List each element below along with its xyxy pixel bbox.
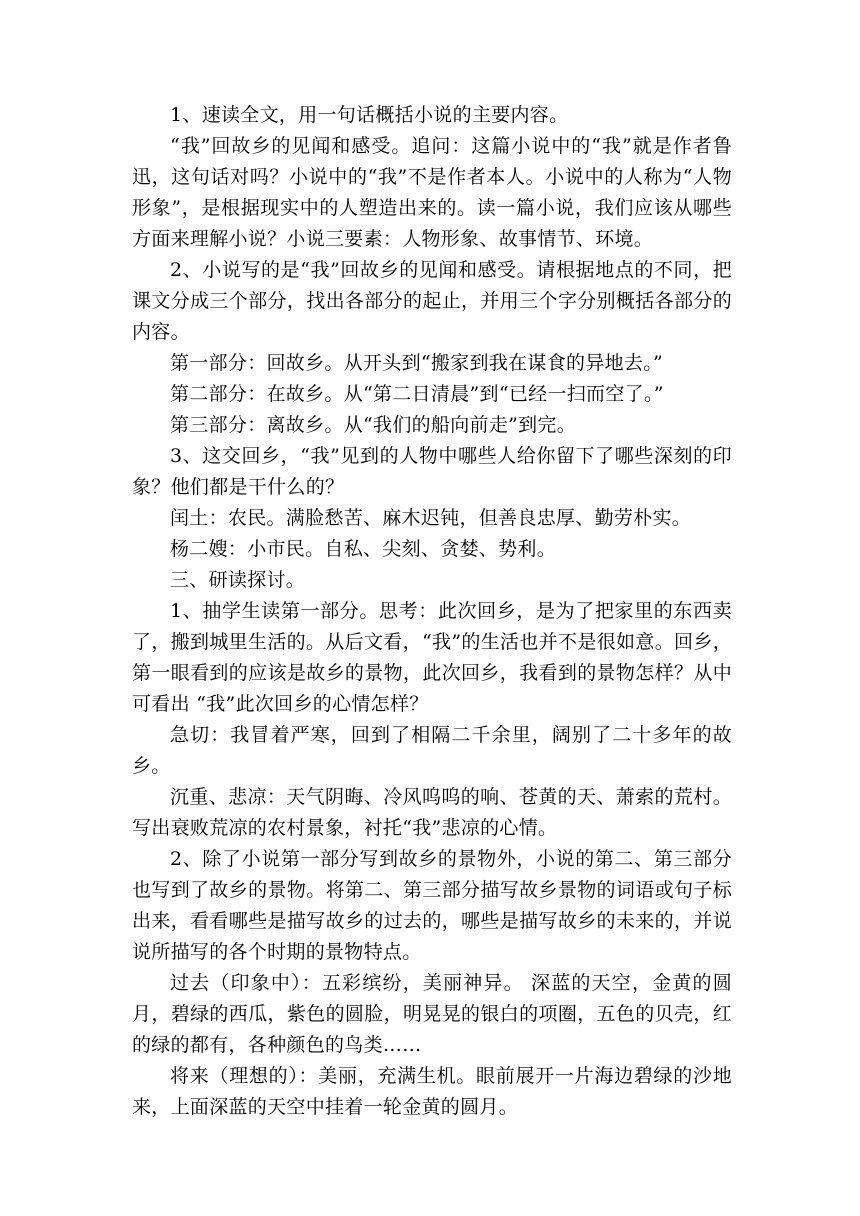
paragraph-answer-1: “我”回故乡的见闻和感受。追问：这篇小说中的“我”就是作者鲁迅，这句话对吗？小说中的“我”不是作者本人。小说中的人称为“人物形象”，是根据现实中的人塑造出来的。读一篇小说，我们应该从哪些方面来理解小说？小说三要素：人物形象、故事情节、环境。: [132, 135, 732, 250]
section-heading-3: 三、研读探讨。: [170, 569, 306, 591]
paragraph-yang-ersao: 杨二嫂：小市民。自私、尖刻、贪婪、势利。: [170, 538, 557, 560]
paragraph-eager: 急切：我冒着严寒，回到了相隔二千余里，阔别了二十多年的故乡。: [132, 724, 732, 777]
paragraph-question-1: 1、速读全文，用一句话概括小说的主要内容。: [170, 104, 569, 126]
paragraph-part-1: 第一部分：回故乡。从开头到“搬家到我在谋食的异地去。”: [170, 352, 664, 374]
paragraph-part-3: 第三部分：离故乡。从“我们的船向前走”到完。: [170, 414, 577, 436]
paragraph-question-3: 3、这交回乡，“我”见到的人物中哪些人给你留下了哪些深刻的印象？他们都是干什么的？: [132, 445, 732, 498]
paragraph-discussion-2: 2、除了小说第一部分写到故乡的景物外，小说的第二、第三部分也写到了故乡的景物。将第二、第三部分描写故乡景物的词语或句子标出来，看看哪些是描写故乡的过去的，哪些是描写故乡的未来的，并说说所描写的各个时期的景物特点。: [132, 848, 732, 963]
paragraph-future: 将来（理想的）：美丽，充满生机。眼前展开一片海边碧绿的沙地来，上面深蓝的天空中挂着一轮金黄的圆月。: [132, 1065, 732, 1118]
paragraph-somber: 沉重、悲凉：天气阴晦、冷风呜呜的响、苍黄的天、萧索的荒村。写出衰败荒凉的农村景象，衬托“我”悲凉的心情。: [132, 786, 732, 839]
paragraph-part-2: 第二部分：在故乡。从“第二日清晨”到“已经一扫而空了。”: [170, 383, 664, 405]
body-text: [132, 100, 732, 1123]
paragraph-discussion-1: 1、抽学生读第一部分。思考：此次回乡，是为了把家里的东西卖了，搬到城里生活的。从后文看，“我”的生活也并不是很如意。回乡，第一眼看到的应该是故乡的景物，此次回乡，我看到的景物怎样？从中可看出 “我”此次回乡的心情怎样？: [132, 600, 732, 715]
paragraph-past: 过去（印象中）：五彩缤纷，美丽神异。 深蓝的天空，金黄的圆月，碧绿的西瓜，紫色的圆脸，明晃晃的银白的项圈，五色的贝壳，红的绿的都有，各种颜色的鸟类……: [132, 972, 732, 1056]
paragraph-question-2: 2、小说写的是“我”回故乡的见闻和感受。请根据地点的不同，把课文分成三个部分，找出各部分的起止，并用三个字分别概括各部分的内容。: [132, 259, 732, 343]
paragraph-runtu: 闰土：农民。满脸愁苦、麻木迟钝，但善良忠厚、勤劳朴实。: [170, 507, 692, 529]
